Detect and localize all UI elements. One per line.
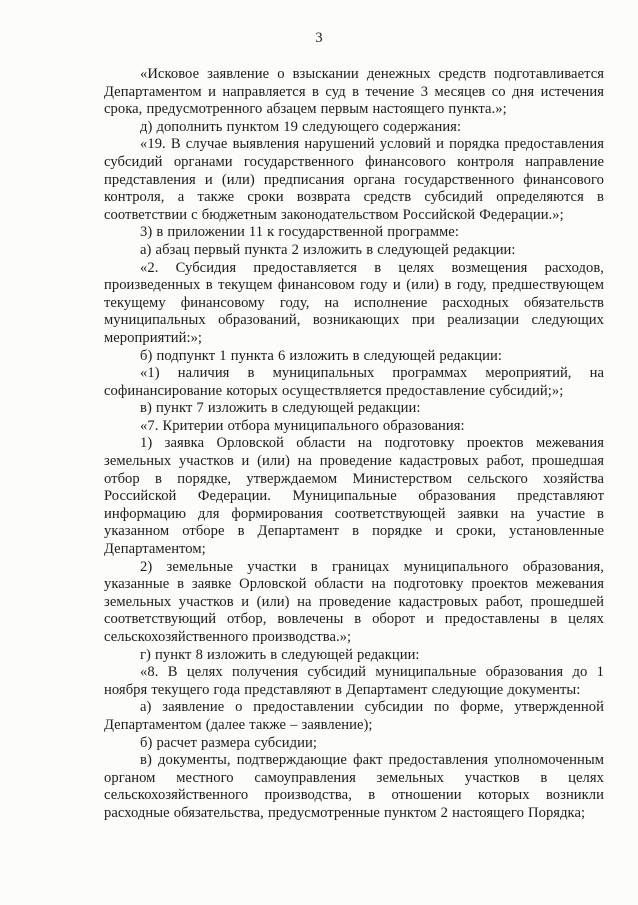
- paragraph: в) документы, подтверждающие факт предоставления уполномоченным органом местного самоуправления земельных участков в целях сельскохозяйственного производства, в отношении которых возникли расходные обязательства, предусмотренные пунктом 2 настоящего Порядка;: [104, 752, 604, 821]
- paragraph: а) заявление о предоставлении субсидии по форме, утвержденной Департаментом (далее также – заявление);: [104, 699, 604, 733]
- paragraph: «2. Субсидия предоставляется в целях возмещения расходов, произведенных в текущем финансовом году и (или) в году, предшествующем текущему финансовому году, на исполнение расходных обязательств муниципальных образований, возникающих при реализации следующих мероприятий:»;: [104, 259, 604, 346]
- page-number: 3: [315, 30, 323, 46]
- paragraph: 1) заявка Орловской области на подготовку проектов межевания земельных участков и (или) на проведение кадастровых работ, прошедшая отбор в порядке, утверждаемом Министерством сельского хозяйства Российской Федерации. Муниципальные образования представляют информацию для формирования соответствующей заявки на участие в указанном отборе в Департамент в порядке и сроки, установленные Департаментом;: [104, 435, 604, 558]
- paragraph: а) абзац первый пункта 2 изложить в следующей редакции:: [140, 241, 516, 258]
- paragraph: д) дополнить пунктом 19 следующего содержания:: [140, 118, 462, 135]
- document-body: [104, 66, 604, 823]
- paragraph: б) расчет размера субсидии;: [140, 734, 317, 751]
- paragraph: б) подпункт 1 пункта 6 изложить в следующей редакции:: [140, 347, 502, 364]
- paragraph: г) пункт 8 изложить в следующей редакции:: [140, 646, 420, 663]
- paragraph: «7. Критерии отбора муниципального образования:: [140, 417, 465, 434]
- paragraph: «19. В случае выявления нарушений условий и порядка предоставления субсидий органами государственного финансового контроля направление представления и (или) предписания органа государственного финансового контроля, а также сроки возврата средств субсидий определяются в соответствии с бюджетным законодательством Российской Федерации.»;: [104, 136, 604, 223]
- paragraph: 3) в приложении 11 к государственной программе:: [140, 224, 459, 241]
- paragraph: «8. В целях получения субсидий муниципальные образования до 1 ноября текущего года представляют в Департамент следующие документы:: [104, 664, 604, 698]
- paragraph: «1) наличия в муниципальных программах мероприятий, на софинансирование которых осуществляется предоставление субсидий;»;: [104, 365, 604, 399]
- paragraph: в) пункт 7 изложить в следующей редакции:: [140, 400, 421, 417]
- paragraph: «Исковое заявление о взыскании денежных средств подготавливается Департаментом и направляется в суд в течение 3 месяцев со дня истечения срока, предусмотренного абзацем первым настоящего пункта.»;: [104, 66, 604, 118]
- paragraph: 2) земельные участки в границах муниципального образования, указанные в заявке Орловской области на подготовку проектов межевания земельных участков и (или) на проведение кадастровых работ, прошедшей соответствующий отбор, вовлечены в оборот и предоставлены в целях сельскохозяйственного производства.»;: [104, 558, 604, 645]
